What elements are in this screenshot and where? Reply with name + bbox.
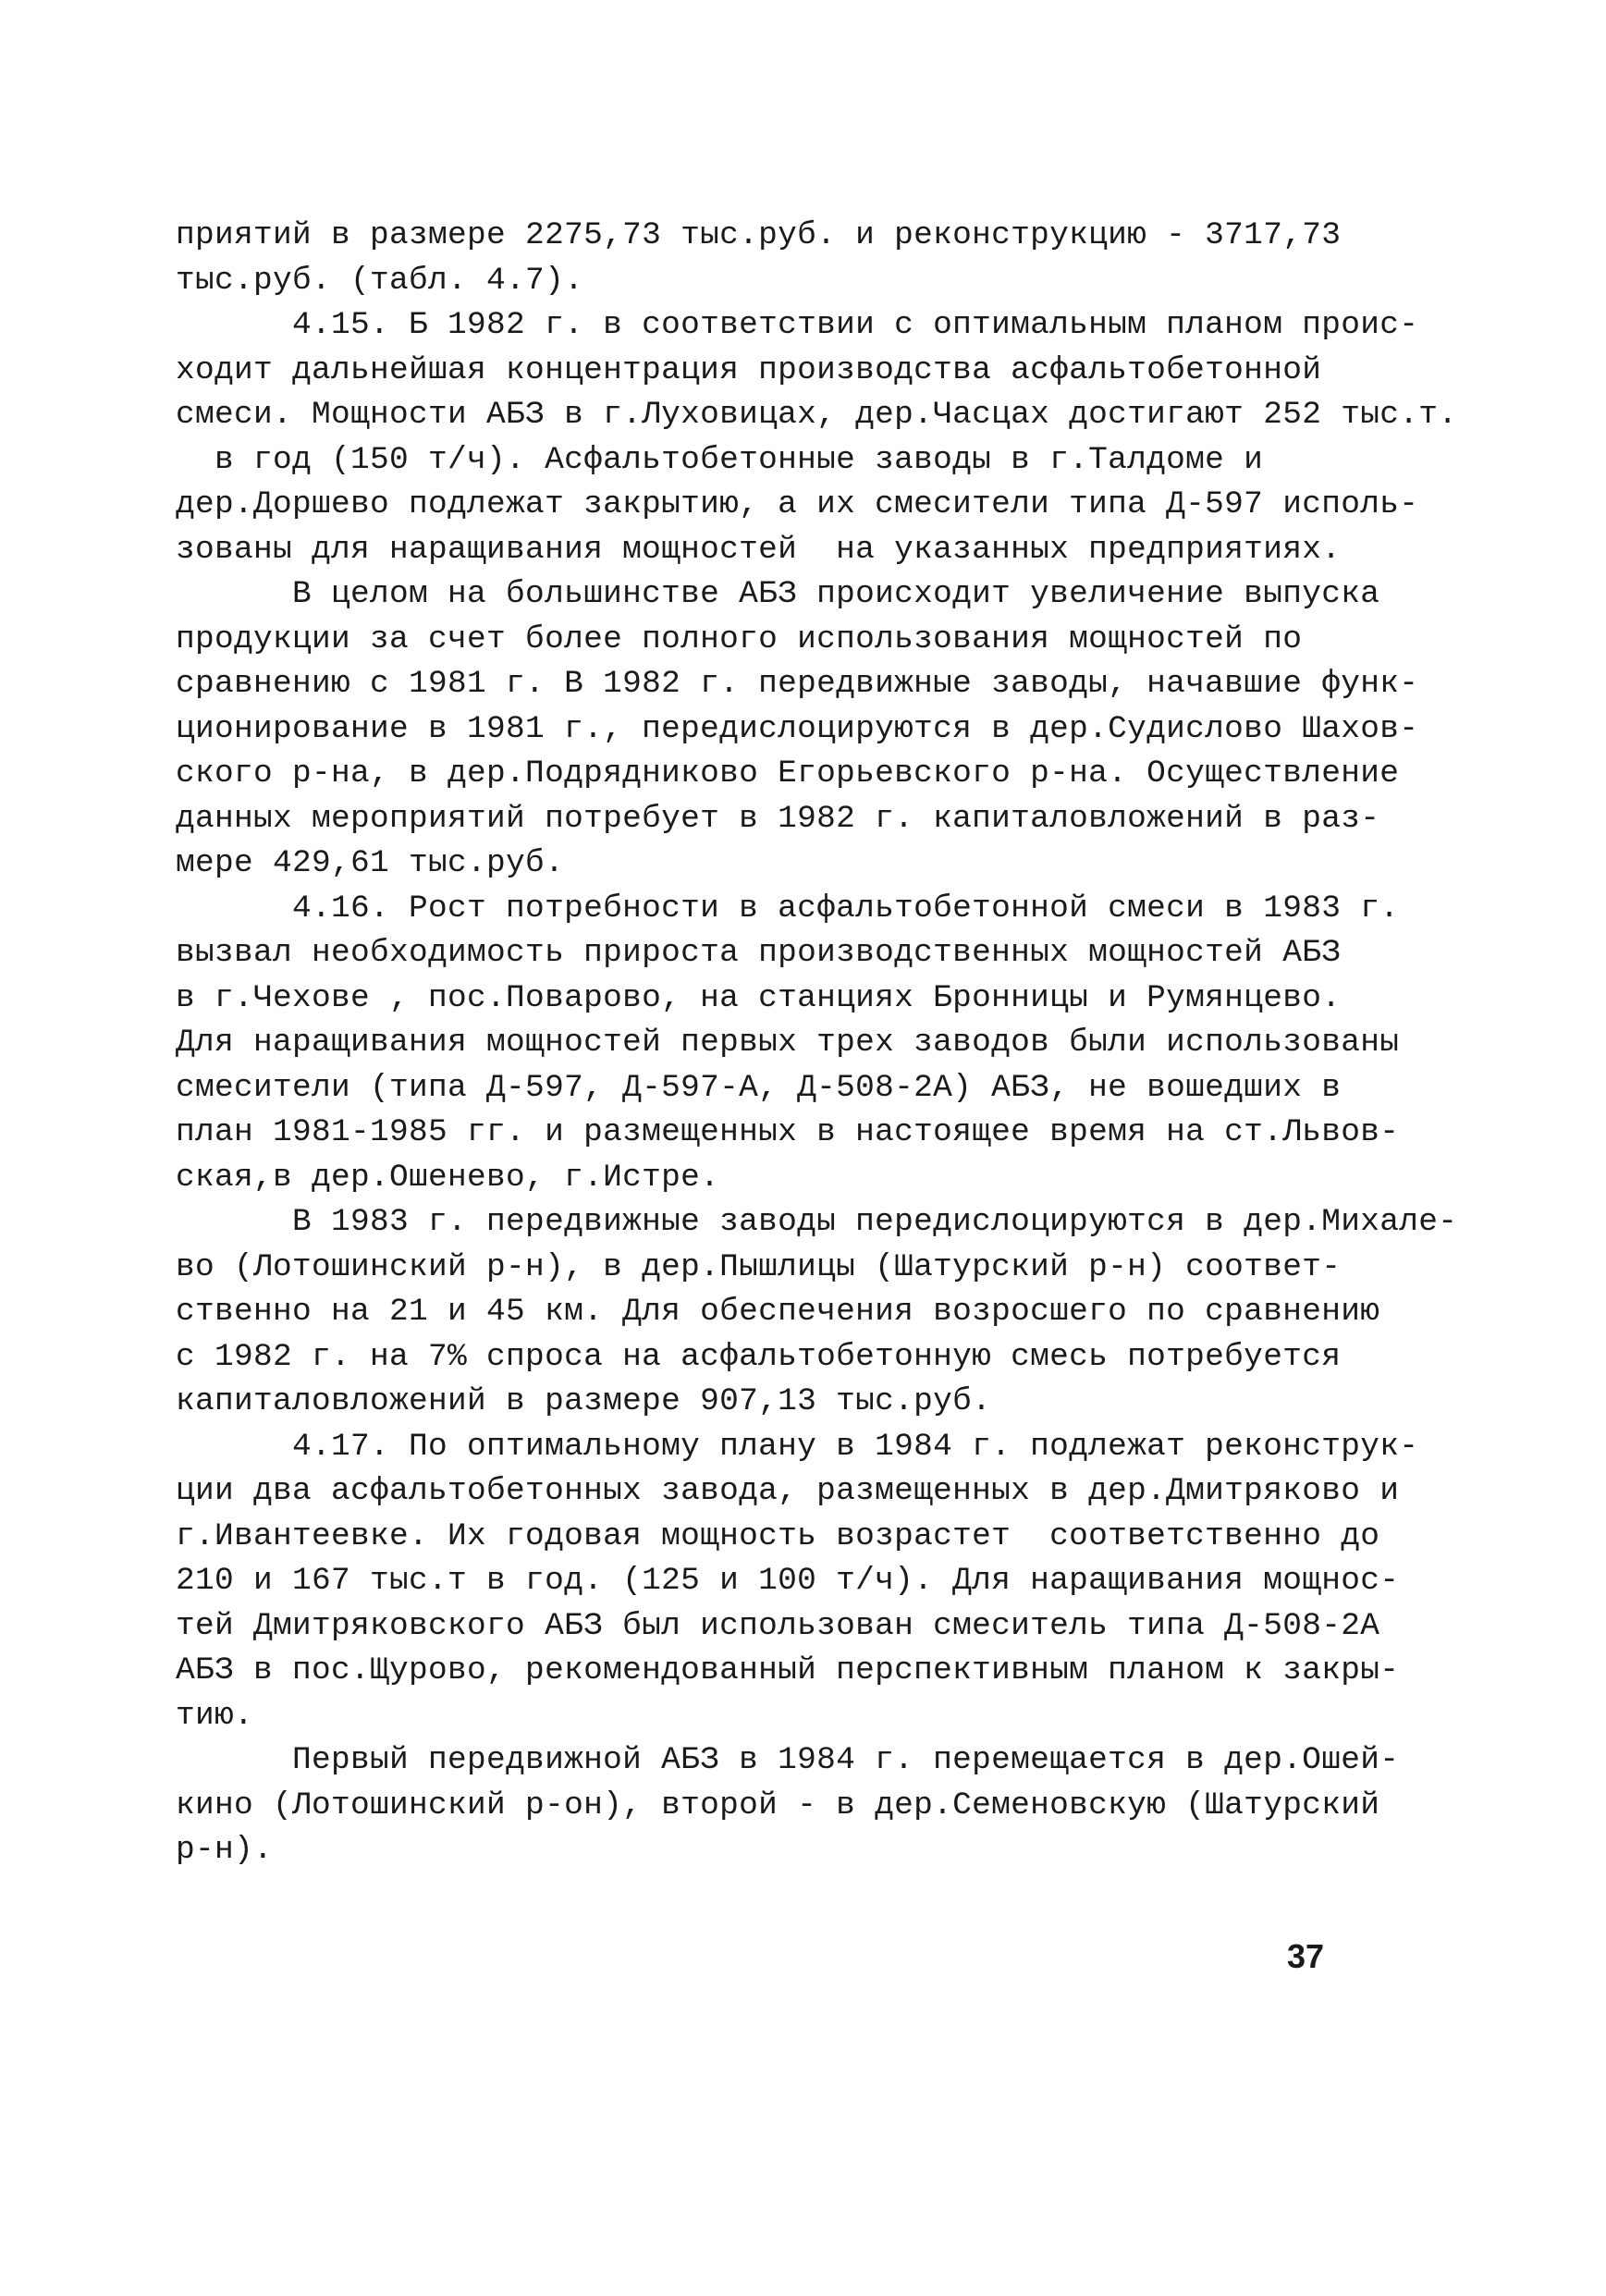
text-line: р-н). [176, 1832, 274, 1868]
text-line: 4.17. По оптимальному плану в 1984 г. подлежат реконструк- [176, 1428, 1419, 1465]
text-line: сравнению с 1981 г. В 1982 г. передвижные заводы, начавшие функ- [176, 666, 1419, 702]
text-line: ционирование в 1981 г., передислоцируются в дер.Судислово Шахов- [176, 710, 1419, 747]
text-line: В целом на большинстве АБЗ происходит увеличение выпуска [176, 576, 1380, 612]
text-line: дер.Доршево подлежат закрытию, а их смесители типа Д-597 исполь- [176, 486, 1419, 522]
text-line: Первый передвижной АБЗ в 1984 г. перемещается в дер.Ошей- [176, 1742, 1400, 1778]
text-line: во (Лотошинский р-н), в дер.Пышлицы (Шатурский р-н) соответ- [176, 1248, 1342, 1285]
text-line: с 1982 г. на 7% спроса на асфальтобетонную смесь потребуется [176, 1338, 1342, 1375]
text-line: продукции за счет более полного использования мощностей по [176, 620, 1303, 657]
text-line: тыс.руб. (табл. 4.7). [176, 262, 584, 299]
text-line: Для наращивания мощностей первых трех заводов были использованы [176, 1025, 1400, 1061]
text-line: данных мероприятий потребует в 1982 г. капиталовложений в раз- [176, 800, 1380, 837]
text-line: 210 и 167 тыс.т в год. (125 и 100 т/ч). Для наращивания мощнос- [176, 1563, 1400, 1599]
text-line: зованы для наращивания мощностей на указанных предприятиях. [176, 531, 1342, 568]
text-line: В 1983 г. передвижные заводы передислоцируются в дер.Михале- [176, 1204, 1458, 1240]
page-number: 37 [1287, 1937, 1325, 1975]
text-line: вызвал необходимость прироста производственных мощностей АБЗ [176, 935, 1342, 971]
text-line: смеси. Мощности АБЗ в г.Луховицах, дер.Часцах достигают 252 тыс.т. [176, 397, 1458, 433]
text-line: в год (150 т/ч). Асфальтобетонные заводы в г.Талдоме и [176, 441, 1264, 478]
text-line: АБЗ в пос.Щурово, рекомендованный перспективным планом к закры- [176, 1652, 1400, 1688]
text-line: в г.Чехове , пос.Поварово, на станциях Бронницы и Румянцево. [176, 979, 1342, 1016]
text-line: кино (Лотошинский р-он), второй - в дер.Семеновскую (Шатурский [176, 1786, 1380, 1823]
text-line: тию. [176, 1697, 254, 1734]
text-line: приятий в размере 2275,73 тыс.руб. и реконструкцию - 3717,73 [176, 217, 1342, 253]
text-line: тей Дмитряковского АБЗ был использован смеситель типа Д-508-2А [176, 1607, 1380, 1644]
text-line: ходит дальнейшая концентрация производства асфальтобетонной [176, 351, 1322, 388]
text-line: 4.15. Б 1982 г. в соответствии с оптимальным планом проис- [176, 307, 1419, 343]
text-line: капиталовложений в размере 907,13 тыс.руб. [176, 1383, 992, 1419]
text-line: ская,в дер.Ошенево, г.Истре. [176, 1159, 720, 1196]
text-line: мере 429,61 тыс.руб. [176, 845, 565, 881]
document-body [176, 214, 1458, 1873]
text-line: ского р-на, в дер.Подрядниково Егорьевского р-на. Осуществление [176, 755, 1400, 792]
text-line: 4.16. Рост потребности в асфальтобетонной смеси в 1983 г. [176, 890, 1400, 927]
text-line: г.Ивантеевке. Их годовая мощность возрастет соответственно до [176, 1517, 1380, 1554]
text-line: смесители (типа Д-597, Д-597-А, Д-508-2А) АБЗ, не вошедших в [176, 1069, 1342, 1106]
text-line: ции два асфальтобетонных завода, размещенных в дер.Дмитряково и [176, 1473, 1400, 1509]
text-line: ственно на 21 и 45 км. Для обеспечения возросшего по сравнению [176, 1294, 1380, 1330]
text-line: план 1981-1985 гг. и размещенных в настоящее время на ст.Львов- [176, 1114, 1400, 1150]
